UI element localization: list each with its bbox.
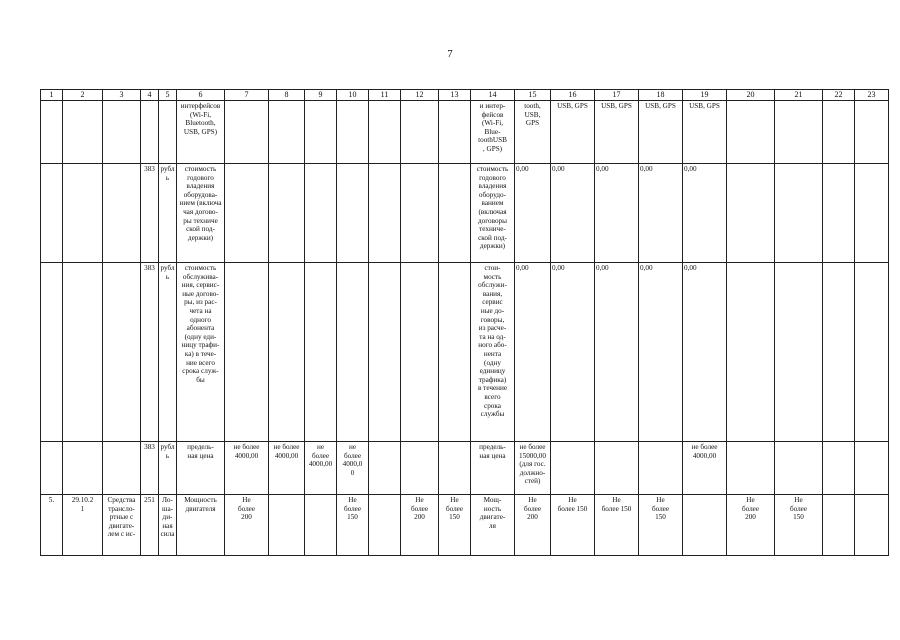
cell-col-23 <box>855 101 889 164</box>
requirements-table <box>40 89 889 556</box>
cell-col-21 <box>775 101 823 164</box>
column-number-22: 22 <box>823 90 855 101</box>
cell-col-8 <box>269 101 305 164</box>
cell-col-1 <box>41 442 63 495</box>
cell-col-12 <box>401 164 439 263</box>
cell-col-19 <box>683 495 727 556</box>
cell-col-14: стои- мость обслужи- вания, сервис ные до- говоры, из расче- та на од- ного або- нента (одну единицу трафика) в течение всего срока службы <box>471 263 515 442</box>
cell-col-10: не более 4000,0 0 <box>337 442 369 495</box>
cell-col-18: Не более 150 <box>639 495 683 556</box>
table-row <box>41 164 889 263</box>
cell-col-13 <box>439 442 471 495</box>
column-number-6: 6 <box>177 90 225 101</box>
cell-col-5 <box>159 101 177 164</box>
cell-col-15: tooth, USB, GPS <box>515 101 551 164</box>
column-number-11: 11 <box>369 90 401 101</box>
cell-col-14: предель- ная цена <box>471 442 515 495</box>
column-number-13: 13 <box>439 90 471 101</box>
cell-col-4: 383 <box>141 442 159 495</box>
cell-col-8 <box>269 263 305 442</box>
cell-col-17: 0,00 <box>595 164 639 263</box>
cell-col-11 <box>369 263 401 442</box>
cell-col-22 <box>823 442 855 495</box>
cell-col-17: Не более 150 <box>595 495 639 556</box>
column-number-20: 20 <box>727 90 775 101</box>
cell-col-12 <box>401 263 439 442</box>
cell-col-17: USB, GPS <box>595 101 639 164</box>
cell-col-14: и интер- фейсов (Wi-Fi, Blue- toothUSB , GPS) <box>471 101 515 164</box>
cell-col-16: USB, GPS <box>551 101 595 164</box>
table-row <box>41 263 889 442</box>
cell-col-4: 383 <box>141 164 159 263</box>
cell-col-2 <box>63 442 103 495</box>
cell-col-18 <box>639 442 683 495</box>
cell-col-7: не более 4000,00 <box>225 442 269 495</box>
column-number-1: 1 <box>41 90 63 101</box>
cell-col-2 <box>63 164 103 263</box>
cell-col-13 <box>439 101 471 164</box>
cell-col-17 <box>595 442 639 495</box>
column-number-12: 12 <box>401 90 439 101</box>
column-number-row <box>41 90 889 101</box>
column-number-15: 15 <box>515 90 551 101</box>
page-number: 7 <box>447 48 453 60</box>
cell-col-7 <box>225 164 269 263</box>
cell-col-20 <box>727 101 775 164</box>
cell-col-10 <box>337 263 369 442</box>
cell-col-10 <box>337 164 369 263</box>
cell-col-5: рубл ь <box>159 164 177 263</box>
cell-col-5: рубл ь <box>159 442 177 495</box>
column-number-21: 21 <box>775 90 823 101</box>
cell-col-20 <box>727 164 775 263</box>
cell-col-13 <box>439 263 471 442</box>
cell-col-19: 0,00 <box>683 263 727 442</box>
column-number-23: 23 <box>855 90 889 101</box>
cell-col-2: 29.10.2 1 <box>63 495 103 556</box>
cell-col-6: Мощность двигателя <box>177 495 225 556</box>
column-number-8: 8 <box>269 90 305 101</box>
cell-col-15: 0,00 <box>515 263 551 442</box>
cell-col-21: Не более 150 <box>775 495 823 556</box>
cell-col-15: не более 15000,00 (для гос. должно- стей) <box>515 442 551 495</box>
cell-col-5: Ло- ша- ди- ная сила <box>159 495 177 556</box>
cell-col-5: рубл ь <box>159 263 177 442</box>
cell-col-1 <box>41 101 63 164</box>
cell-col-17: 0,00 <box>595 263 639 442</box>
cell-col-13 <box>439 164 471 263</box>
cell-col-20 <box>727 263 775 442</box>
cell-col-16 <box>551 442 595 495</box>
cell-col-14: Мощ- ность двигате- ля <box>471 495 515 556</box>
column-number-9: 9 <box>305 90 337 101</box>
table-row <box>41 495 889 556</box>
cell-col-1 <box>41 164 63 263</box>
column-number-18: 18 <box>639 90 683 101</box>
cell-col-18: 0,00 <box>639 164 683 263</box>
table-row <box>41 442 889 495</box>
cell-col-3 <box>103 101 141 164</box>
cell-col-23 <box>855 442 889 495</box>
cell-col-4: 251 <box>141 495 159 556</box>
cell-col-9: не более 4000,00 <box>305 442 337 495</box>
column-number-16: 16 <box>551 90 595 101</box>
column-number-10: 10 <box>337 90 369 101</box>
cell-col-11 <box>369 442 401 495</box>
cell-col-11 <box>369 101 401 164</box>
cell-col-2 <box>63 263 103 442</box>
cell-col-4: 383 <box>141 263 159 442</box>
cell-col-18: 0,00 <box>639 263 683 442</box>
cell-col-18: USB, GPS <box>639 101 683 164</box>
cell-col-10: Не более 150 <box>337 495 369 556</box>
cell-col-22 <box>823 101 855 164</box>
cell-col-6: стоимость годового владения оборудова- нием (включа чая догово- ры техниче ской под- держки) <box>177 164 225 263</box>
cell-col-3 <box>103 442 141 495</box>
cell-col-19: 0,00 <box>683 164 727 263</box>
cell-col-22 <box>823 263 855 442</box>
cell-col-3 <box>103 263 141 442</box>
table-row <box>41 101 889 164</box>
cell-col-11 <box>369 164 401 263</box>
cell-col-19: не более 4000,00 <box>683 442 727 495</box>
cell-col-23 <box>855 263 889 442</box>
cell-col-23 <box>855 495 889 556</box>
column-number-14: 14 <box>471 90 515 101</box>
cell-col-21 <box>775 164 823 263</box>
cell-col-10 <box>337 101 369 164</box>
cell-col-8 <box>269 164 305 263</box>
cell-col-21 <box>775 263 823 442</box>
cell-col-16: 0,00 <box>551 164 595 263</box>
column-number-17: 17 <box>595 90 639 101</box>
cell-col-9 <box>305 164 337 263</box>
cell-col-22 <box>823 495 855 556</box>
column-number-3: 3 <box>103 90 141 101</box>
cell-col-12: Не более 200 <box>401 495 439 556</box>
cell-col-16: Не более 150 <box>551 495 595 556</box>
cell-col-15: 0,00 <box>515 164 551 263</box>
cell-col-11 <box>369 495 401 556</box>
cell-col-7 <box>225 101 269 164</box>
cell-col-8: не более 4000,00 <box>269 442 305 495</box>
cell-col-1 <box>41 263 63 442</box>
cell-col-2 <box>63 101 103 164</box>
cell-col-23 <box>855 164 889 263</box>
cell-col-4 <box>141 101 159 164</box>
cell-col-6: стоимость обслужива- ния, сервис- ные догово- ры, из рас- чета на одного абонента (одну еди- ницу трафи- ка) в тече- ние всего срока служ- бы <box>177 263 225 442</box>
cell-col-12 <box>401 442 439 495</box>
cell-col-7 <box>225 263 269 442</box>
cell-col-20 <box>727 442 775 495</box>
column-number-7: 7 <box>225 90 269 101</box>
column-number-4: 4 <box>141 90 159 101</box>
cell-col-9 <box>305 263 337 442</box>
column-number-5: 5 <box>159 90 177 101</box>
cell-col-6: интерфейсов (Wi-Fi, Bluetooth, USB, GPS) <box>177 101 225 164</box>
cell-col-14: стоимость годового владения оборудо- ванием (включая договоры техниче- ской под- держки) <box>471 164 515 263</box>
cell-col-12 <box>401 101 439 164</box>
cell-col-3 <box>103 164 141 263</box>
cell-col-3: Средства трансло- ртные с двигате- лем с ис- <box>103 495 141 556</box>
cell-col-7: Не более 200 <box>225 495 269 556</box>
cell-col-6: предель- ная цена <box>177 442 225 495</box>
cell-col-9 <box>305 495 337 556</box>
cell-col-15: Не более 200 <box>515 495 551 556</box>
column-number-19: 19 <box>683 90 727 101</box>
cell-col-20: Не более 200 <box>727 495 775 556</box>
cell-col-13: Не более 150 <box>439 495 471 556</box>
cell-col-1: 5. <box>41 495 63 556</box>
cell-col-16: 0,00 <box>551 263 595 442</box>
column-number-2: 2 <box>63 90 103 101</box>
cell-col-21 <box>775 442 823 495</box>
cell-col-9 <box>305 101 337 164</box>
cell-col-8 <box>269 495 305 556</box>
cell-col-22 <box>823 164 855 263</box>
cell-col-19: USB, GPS <box>683 101 727 164</box>
